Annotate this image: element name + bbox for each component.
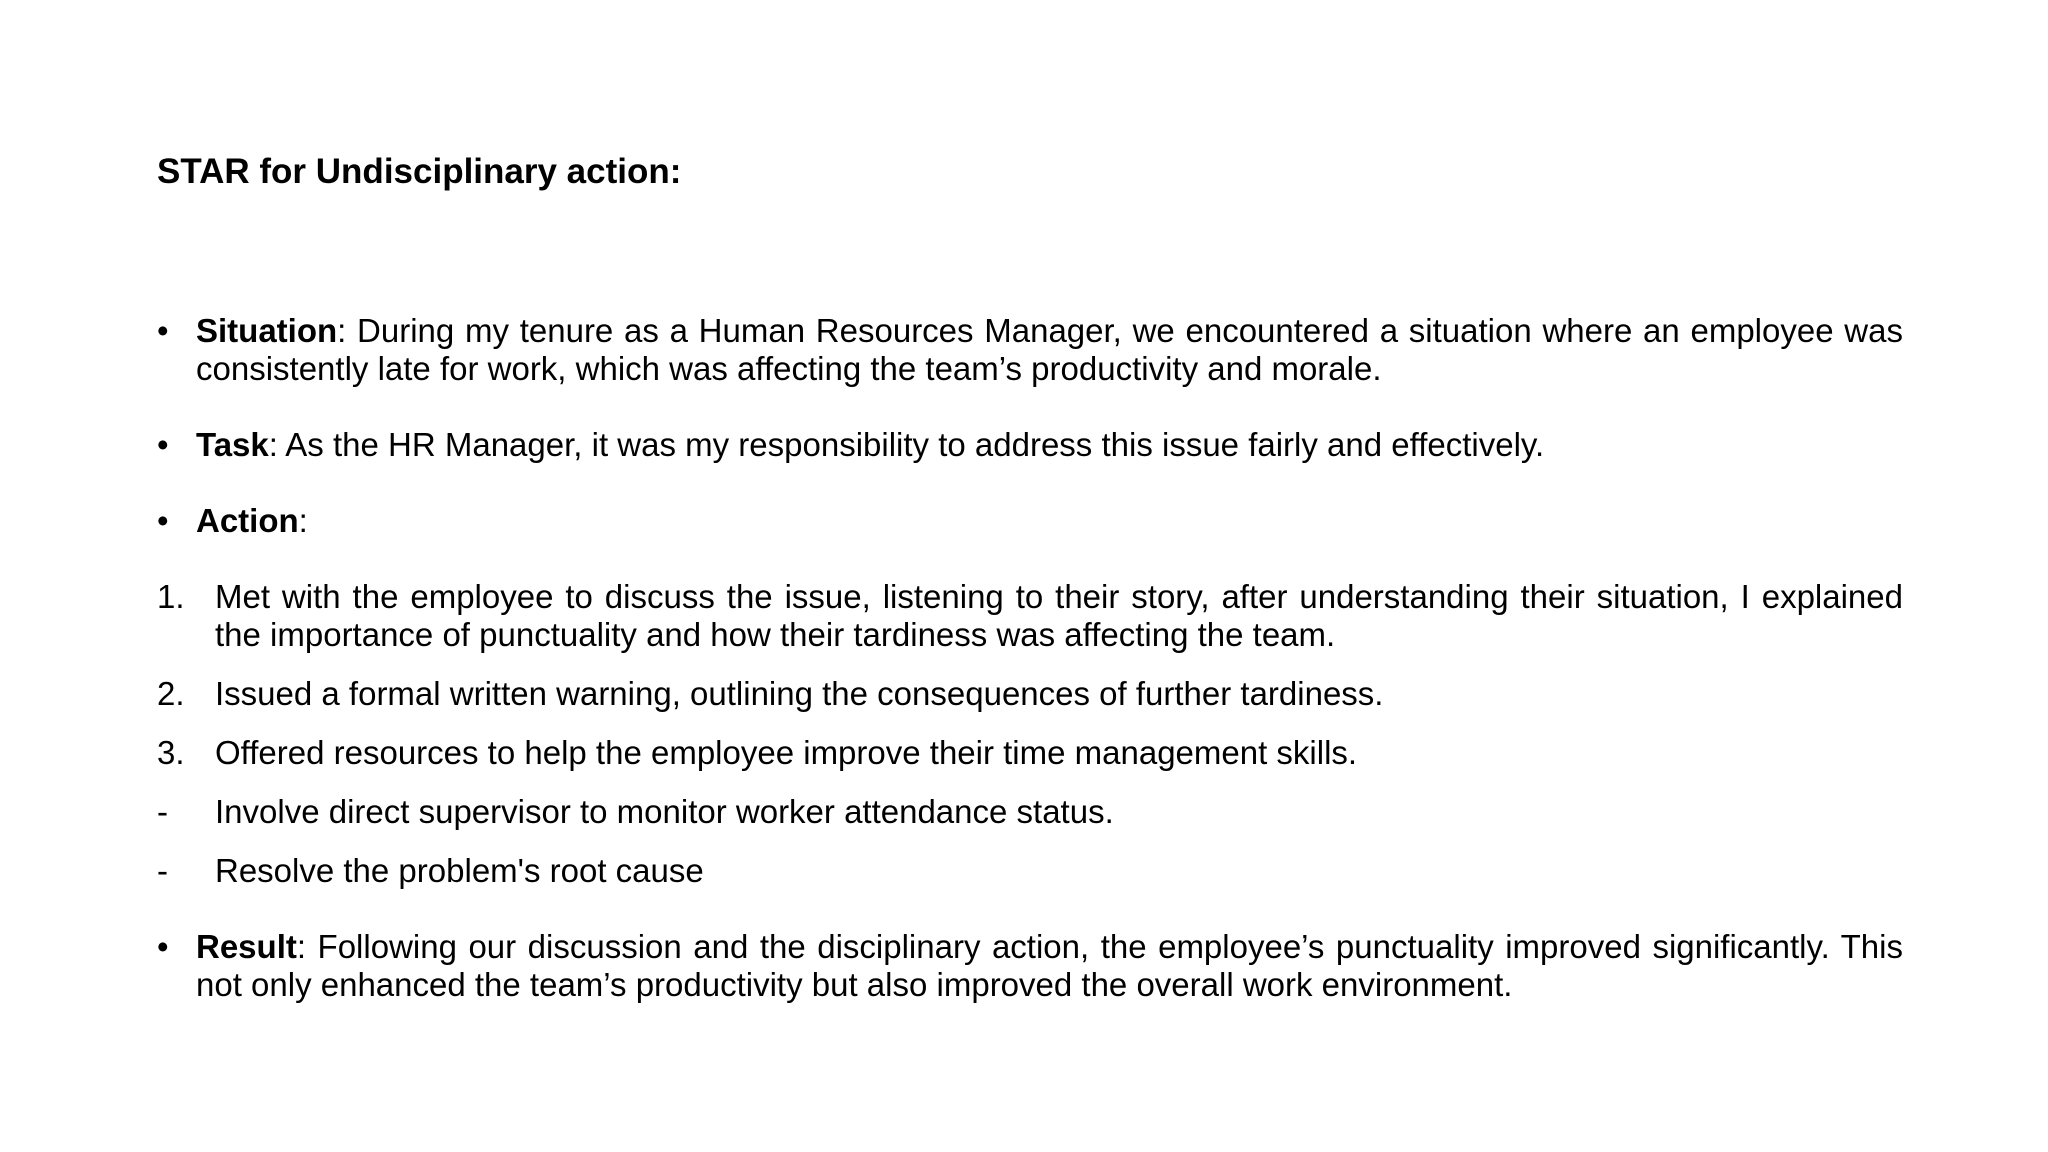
bullet-glyph: • — [157, 928, 169, 965]
slide-body — [157, 312, 1903, 1004]
list-marker: 3. — [157, 734, 185, 771]
bullet-situation-text — [196, 312, 1903, 388]
list-item-text: Involve direct supervisor to monitor worker attendance status. — [215, 793, 1114, 830]
list-item — [157, 578, 1903, 654]
bullet-action — [157, 502, 1903, 540]
action-text: : — [298, 502, 308, 539]
situation-label: Situation — [196, 312, 338, 349]
list-item-text: Met with the employee to discuss the issue, listening to their story, after understanding their situation, I explained the importance of punctuality and how their tardiness was affecting the team. — [215, 578, 1903, 653]
bullet-situation — [157, 312, 1903, 388]
list-marker: 2. — [157, 675, 185, 712]
list-marker: 1. — [157, 578, 185, 615]
list-item-text: Issued a formal written warning, outlining the consequences of further tardiness. — [215, 675, 1384, 712]
bullet-glyph: • — [157, 312, 169, 349]
situation-text: : During my tenure as a Human Resources Manager, we encountered a situation where an employee was consistently late for work, which was affecting the team’s productivity and morale. — [196, 312, 1903, 387]
bullet-glyph: • — [157, 502, 169, 539]
list-item-text: Resolve the problem's root cause — [215, 852, 704, 889]
list-item — [157, 675, 1903, 713]
list-marker: - — [157, 793, 168, 830]
bullet-action-text — [196, 502, 1903, 540]
list-item-text: Offered resources to help the employee improve their time management skills. — [215, 734, 1358, 771]
bullet-result — [157, 928, 1903, 1004]
action-label: Action — [196, 502, 299, 539]
list-marker: - — [157, 852, 168, 889]
bullet-glyph: • — [157, 426, 169, 463]
bullet-result-text — [196, 928, 1903, 1004]
list-item — [157, 734, 1903, 772]
task-text: : As the HR Manager, it was my responsibility to address this issue fairly and effectively. — [268, 426, 1545, 463]
result-text: : Following our discussion and the disciplinary action, the employee’s punctuality improved significantly. This not only enhanced the team’s productivity but also improved the overall work environment. — [196, 928, 1903, 1003]
slide-title: STAR for Undisciplinary action: — [157, 152, 682, 191]
list-item — [157, 793, 1903, 831]
bullet-task-text — [196, 426, 1903, 464]
list-item — [157, 852, 1903, 890]
bullet-task — [157, 426, 1903, 464]
task-label: Task — [196, 426, 269, 463]
result-label: Result — [196, 928, 297, 965]
